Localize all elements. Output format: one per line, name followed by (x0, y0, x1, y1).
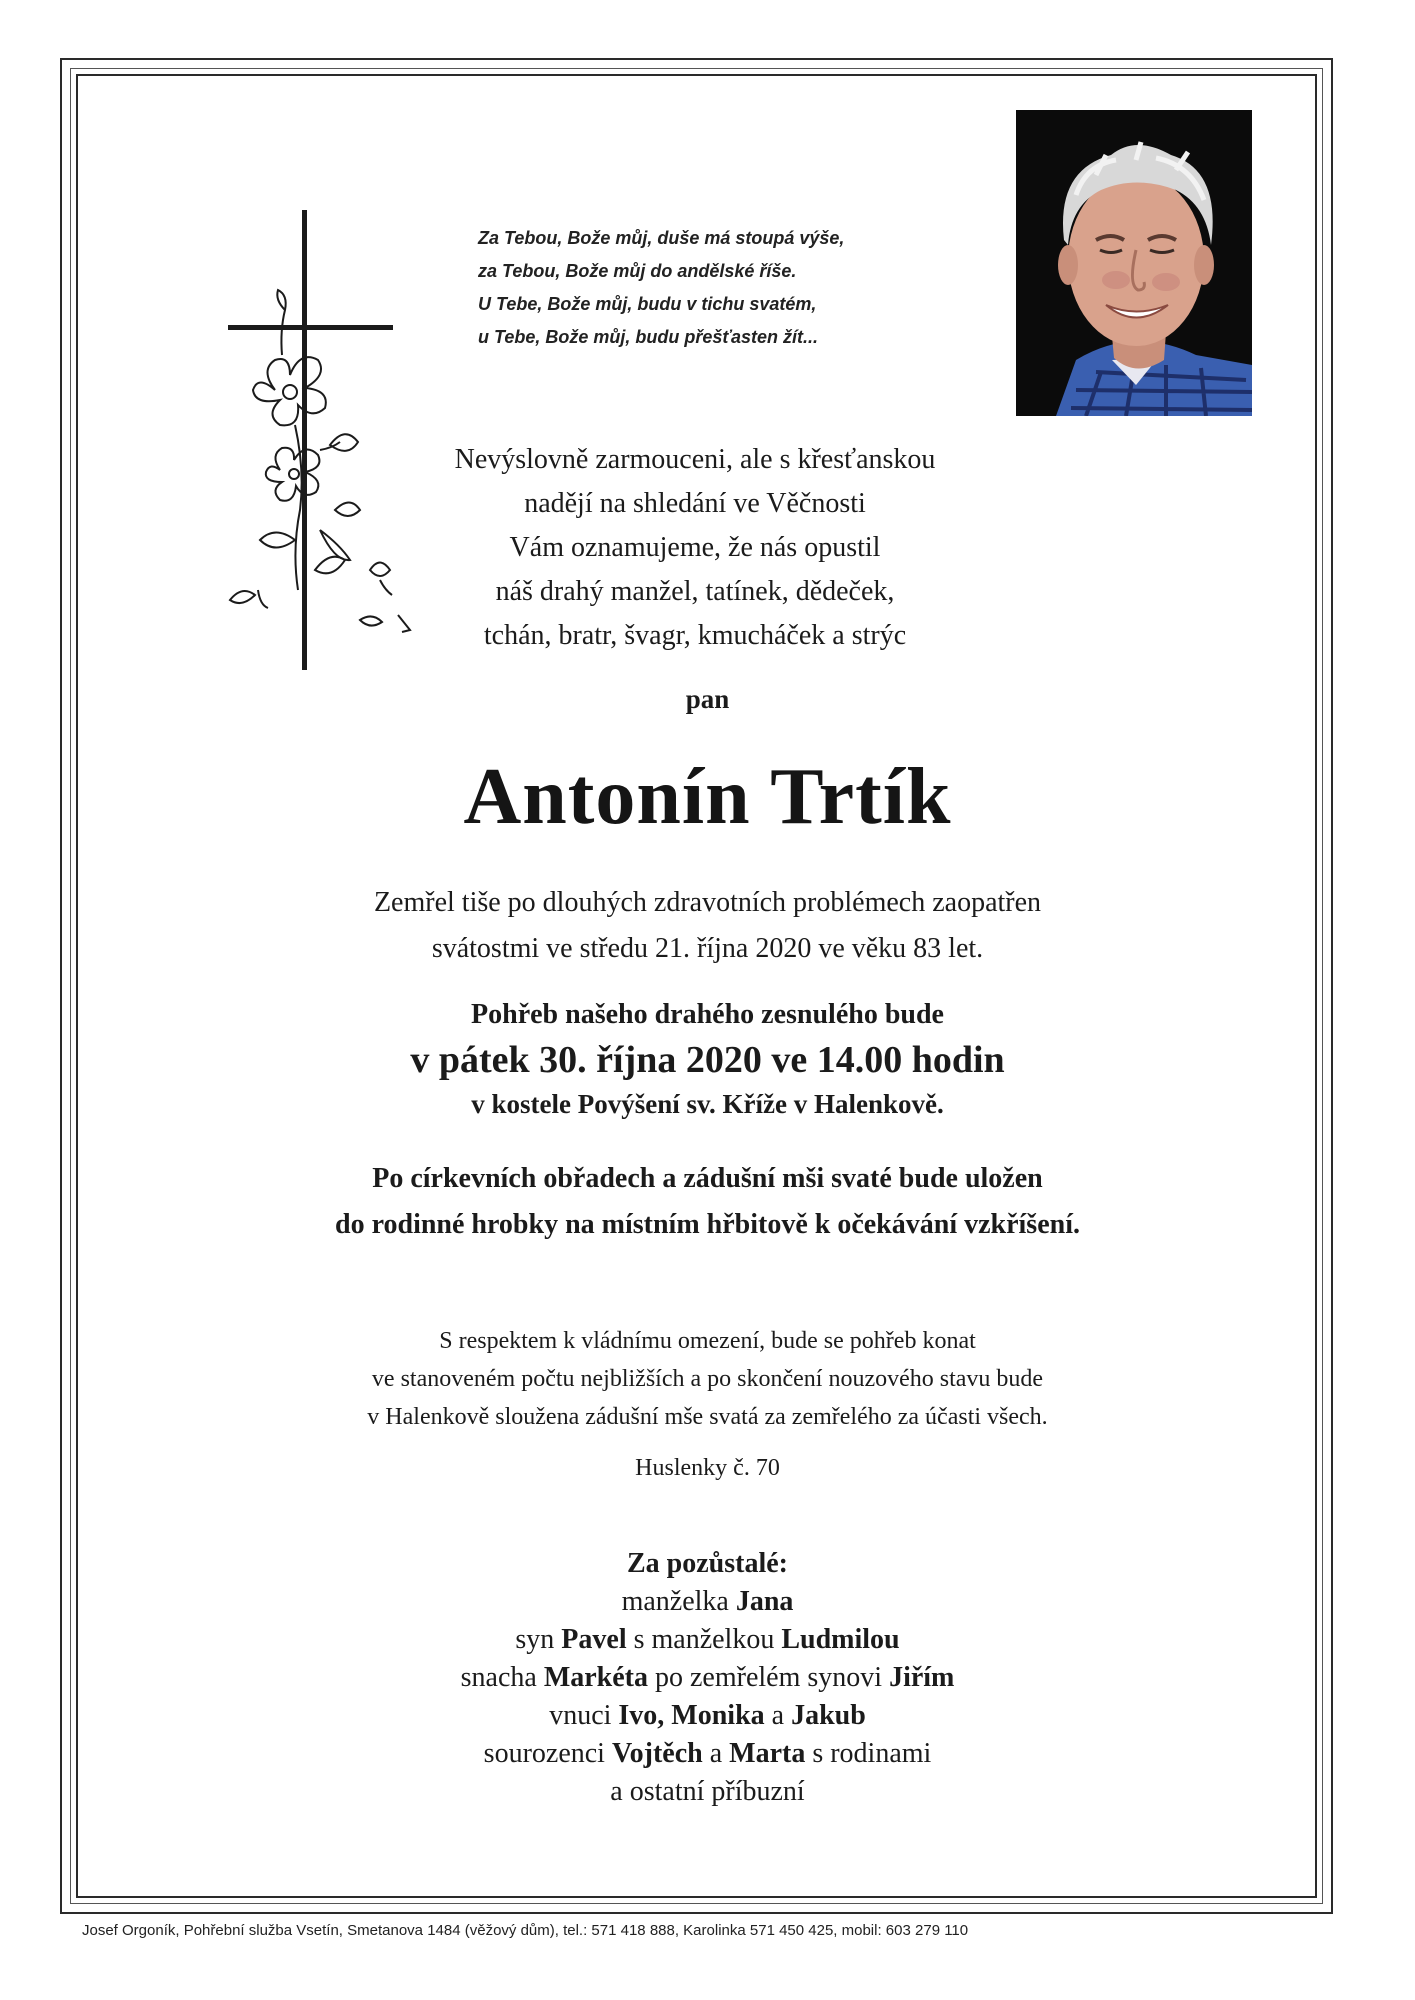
mourner-line (0, 1621, 1415, 1659)
death-line: Zemřel tiše po dlouhých zdravotních problémech zaopatřen (373, 887, 1042, 918)
relation: s manželkou (626, 1624, 782, 1655)
portrait-photo (1016, 110, 1252, 416)
address: Huslenky č. 70 (635, 1455, 780, 1481)
relation: syn (515, 1624, 562, 1655)
notice-line: ve stanoveném počtu nejbližších a po skončení nouzového stavu bude (371, 1366, 1044, 1392)
death-line: svátostmi ve středu 21. října 2020 ve věku 83 let. (431, 933, 984, 964)
notice-line: v Halenkově sloužena zádušní mše svatá za zemřelého za účasti všech. (367, 1404, 1048, 1430)
intro-line: tchán, bratr, švagr, kmucháček a strýc (483, 620, 907, 651)
deceased-name: Antonín Trtík (463, 753, 952, 841)
intro-line: náš drahý manžel, tatínek, dědeček, (495, 576, 895, 607)
intro-line: nadějí na shledání ve Věčnosti (524, 488, 866, 519)
death-details (0, 880, 1415, 972)
mourners (0, 1545, 1415, 1811)
mourner-name: Marta (729, 1738, 806, 1769)
funeral-place: v kostele Povýšení sv. Kříže v Halenkově. (471, 1089, 944, 1119)
mourner-name: Jiřím (889, 1662, 955, 1693)
relation: s rodinami (805, 1738, 932, 1769)
burial-line: do rodinné hrobky na místním hřbitově k očekávání vzkříšení. (335, 1209, 1080, 1240)
relation: po zemřelém synovi (648, 1662, 890, 1693)
funeral-service-footer: Josef Orgoník, Pohřební služba Vsetín, Smetanova 1484 (věžový dům), tel.: 571 418 888, Karolinka 571 450 425, mobil: 603 279 110 (82, 1922, 969, 1939)
relation: sourozenci (483, 1738, 612, 1769)
funeral-date: v pátek 30. října 2020 ve 14.00 hodin (410, 1039, 1005, 1081)
burial-details (0, 1156, 1415, 1248)
burial-line: Po církevních obřadech a zádušní mši svaté bude uložen (372, 1163, 1043, 1194)
mourner-name: Jana (735, 1586, 794, 1617)
mourner-name: Vojtěch (611, 1738, 703, 1769)
mourner-name: Jakub (791, 1700, 866, 1731)
portrait-illustration (1016, 110, 1252, 416)
mourners-heading: Za pozůstalé: (627, 1548, 788, 1579)
intro-line: Nevýslovně zarmouceni, ale s křesťanskou (454, 444, 936, 475)
funeral-details (0, 994, 1415, 1124)
relation: snacha (460, 1662, 544, 1693)
restriction-notice (0, 1322, 1415, 1436)
poem-line: u Tebe, Bože můj, budu přešťasten žít... (478, 327, 818, 347)
poem-line: za Tebou, Bože můj do andělské říše. (478, 261, 797, 281)
mourner-line (0, 1659, 1415, 1697)
intro-line: Vám oznamujeme, že nás opustil (509, 532, 881, 563)
relation: a (764, 1700, 792, 1731)
mourner-name: Pavel (561, 1624, 627, 1655)
announcement-intro (360, 438, 1030, 658)
mourner-line: a ostatní příbuzní (610, 1776, 805, 1807)
relation: a (702, 1738, 730, 1769)
poem-line: Za Tebou, Bože můj, duše má stoupá výše, (478, 228, 845, 248)
mourner-name: Ludmilou (781, 1624, 900, 1655)
poem (478, 222, 978, 354)
funeral-line: Pohřeb našeho drahého zesnulého bude (471, 999, 944, 1030)
mourner-name: Markéta (543, 1662, 648, 1693)
mourner-line (0, 1583, 1415, 1621)
title-pan: pan (685, 684, 730, 714)
poem-line: U Tebe, Bože můj, budu v tichu svatém, (478, 294, 817, 314)
notice-line: S respektem k vládnímu omezení, bude se pohřeb konat (439, 1328, 976, 1354)
mourner-line (0, 1735, 1415, 1773)
relation: vnuci (549, 1700, 619, 1731)
mourner-line (0, 1697, 1415, 1735)
relation: manželka (621, 1586, 736, 1617)
mourner-name: Ivo, Monika (618, 1700, 765, 1731)
